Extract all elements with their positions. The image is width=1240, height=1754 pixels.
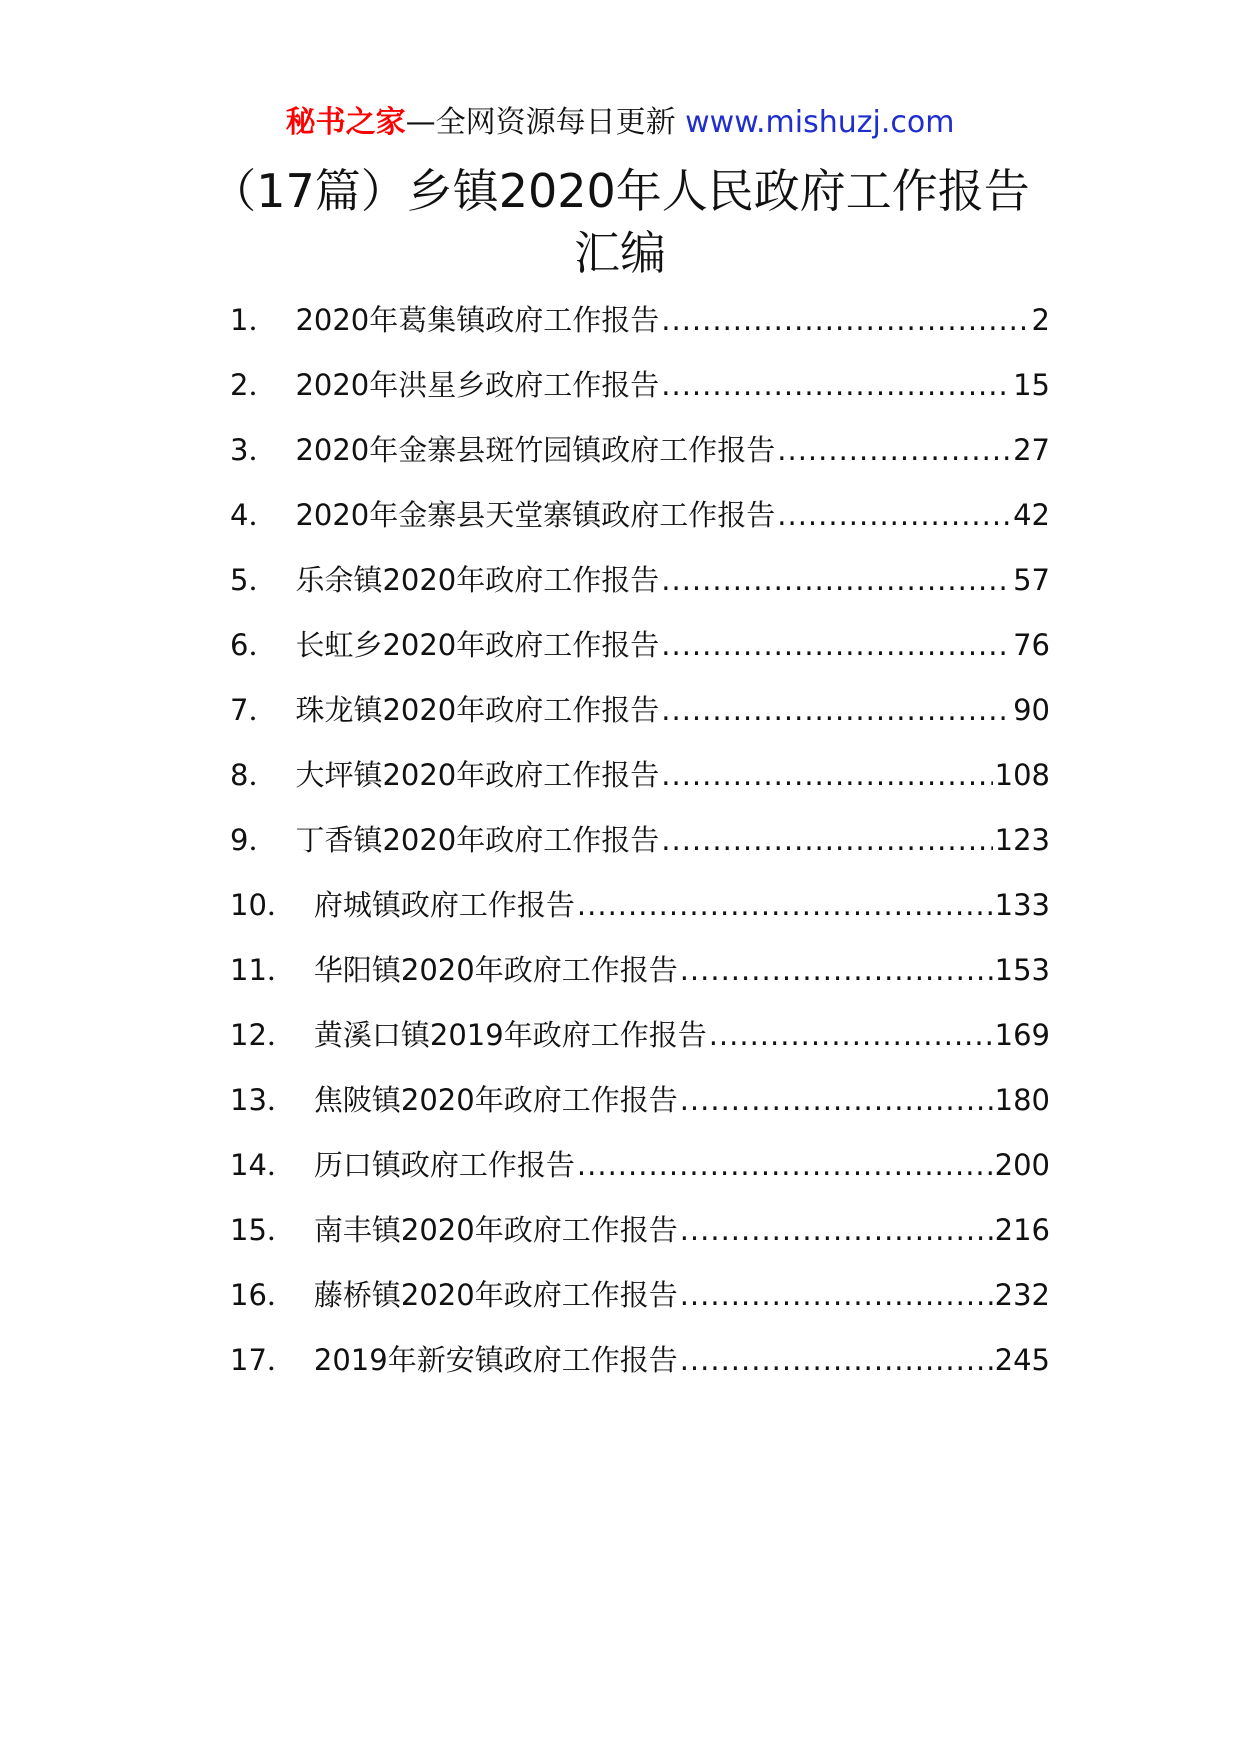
toc-entry-page: 90 [1013, 693, 1050, 727]
toc-entry-number: 9． [230, 823, 278, 857]
toc-entry[interactable] [230, 948, 1050, 1013]
toc-entry-page: 2 [1031, 303, 1050, 337]
toc-entry-page: 216 [994, 1213, 1050, 1247]
toc-dot-leader [577, 1143, 993, 1187]
toc-dot-leader [661, 818, 992, 862]
toc-entry-number: 15． [230, 1213, 296, 1247]
toc-dot-leader [680, 1078, 993, 1122]
toc-entry-page: 180 [994, 1083, 1050, 1117]
toc-dot-leader [661, 623, 1011, 667]
toc-entry-page: 57 [1013, 563, 1050, 597]
toc-entry-number: 10． [230, 888, 296, 922]
toc-entry-number: 17． [230, 1343, 296, 1377]
toc-entry-page: 108 [994, 758, 1050, 792]
toc-dot-leader [680, 1208, 993, 1252]
toc-entry-page: 42 [1013, 498, 1050, 532]
toc-entry-number: 16． [230, 1278, 296, 1312]
toc-entry[interactable] [230, 1078, 1050, 1143]
toc-entry-page: 27 [1013, 433, 1050, 467]
toc-entry-title: 丁香镇2020年政府工作报告 [295, 823, 660, 857]
toc-dot-leader [680, 1338, 993, 1382]
toc-dot-leader [777, 493, 1011, 537]
toc-entry-page: 200 [994, 1148, 1050, 1182]
toc-entry[interactable] [230, 818, 1050, 883]
toc-entry[interactable] [230, 1143, 1050, 1208]
toc-entry-title: 乐余镇2020年政府工作报告 [295, 563, 660, 597]
toc-entry-number: 12． [230, 1018, 296, 1052]
toc-dot-leader [661, 298, 1029, 342]
toc-entry-page: 123 [994, 823, 1050, 857]
toc-entry-title: 2020年金寨县天堂寨镇政府工作报告 [295, 498, 776, 532]
toc-entry[interactable] [230, 1208, 1050, 1273]
toc-dot-leader [661, 753, 992, 797]
toc-entry-page: 169 [994, 1018, 1050, 1052]
toc-entry-number: 13． [230, 1083, 296, 1117]
toc-entry-number: 5． [230, 563, 278, 597]
toc-entry-title: 2020年葛集镇政府工作报告 [295, 303, 660, 337]
toc-entry-number: 6． [230, 628, 278, 662]
toc-entry-title: 大坪镇2020年政府工作报告 [295, 758, 660, 792]
toc-entry-page: 133 [994, 888, 1050, 922]
toc-entry[interactable] [230, 493, 1050, 558]
toc-entry-number: 2． [230, 368, 278, 402]
toc-entry-title: 府城镇政府工作报告 [313, 888, 575, 922]
toc-entry-number: 7． [230, 693, 278, 727]
toc-entry-number: 3． [230, 433, 278, 467]
table-of-contents [230, 298, 1050, 1403]
toc-entry-page: 76 [1013, 628, 1050, 662]
toc-entry[interactable] [230, 623, 1050, 688]
toc-entry-number: 1． [230, 303, 278, 337]
toc-entry-page: 153 [994, 953, 1050, 987]
document-title: （17篇）乡镇2020年人民政府工作报告汇编 [210, 164, 1030, 280]
toc-entry-number: 4． [230, 498, 278, 532]
toc-entry-title: 华阳镇2020年政府工作报告 [313, 953, 678, 987]
toc-entry-number: 11． [230, 953, 296, 987]
toc-entry-title: 藤桥镇2020年政府工作报告 [313, 1278, 678, 1312]
brand-name: 秘书之家 [285, 105, 406, 140]
toc-entry[interactable] [230, 883, 1050, 948]
header-tagline: —全网资源每日更新 [405, 105, 676, 140]
toc-entry[interactable] [230, 428, 1050, 493]
toc-dot-leader [680, 948, 993, 992]
toc-entry-page: 232 [994, 1278, 1050, 1312]
toc-dot-leader [577, 883, 993, 927]
toc-entry-title: 长虹乡2020年政府工作报告 [295, 628, 660, 662]
toc-entry[interactable] [230, 753, 1050, 818]
toc-entry[interactable] [230, 298, 1050, 363]
toc-entry-title: 黄溪口镇2019年政府工作报告 [313, 1018, 707, 1052]
toc-entry-page: 245 [994, 1343, 1050, 1377]
toc-dot-leader [661, 363, 1011, 407]
toc-entry-title: 历口镇政府工作报告 [313, 1148, 575, 1182]
toc-entry[interactable] [230, 1273, 1050, 1338]
toc-entry-number: 14． [230, 1148, 296, 1182]
toc-entry-title: 珠龙镇2020年政府工作报告 [295, 693, 660, 727]
toc-entry-title: 2020年金寨县斑竹园镇政府工作报告 [295, 433, 776, 467]
toc-dot-leader [680, 1273, 993, 1317]
site-url-link[interactable]: www.mishuzj.com [685, 105, 955, 140]
toc-dot-leader [661, 558, 1011, 602]
toc-entry-number: 8． [230, 758, 278, 792]
toc-entry[interactable] [230, 558, 1050, 623]
toc-entry-title: 焦陂镇2020年政府工作报告 [313, 1083, 678, 1117]
site-header [0, 100, 1240, 146]
toc-entry[interactable] [230, 688, 1050, 753]
toc-entry[interactable] [230, 1338, 1050, 1403]
toc-dot-leader [661, 688, 1011, 732]
toc-dot-leader [777, 428, 1011, 472]
toc-entry[interactable] [230, 363, 1050, 428]
toc-entry-page: 15 [1013, 368, 1050, 402]
toc-entry-title: 南丰镇2020年政府工作报告 [313, 1213, 678, 1247]
toc-entry[interactable] [230, 1013, 1050, 1078]
toc-entry-title: 2020年洪星乡政府工作报告 [295, 368, 660, 402]
toc-entry-title: 2019年新安镇政府工作报告 [313, 1343, 678, 1377]
toc-dot-leader [709, 1013, 993, 1057]
